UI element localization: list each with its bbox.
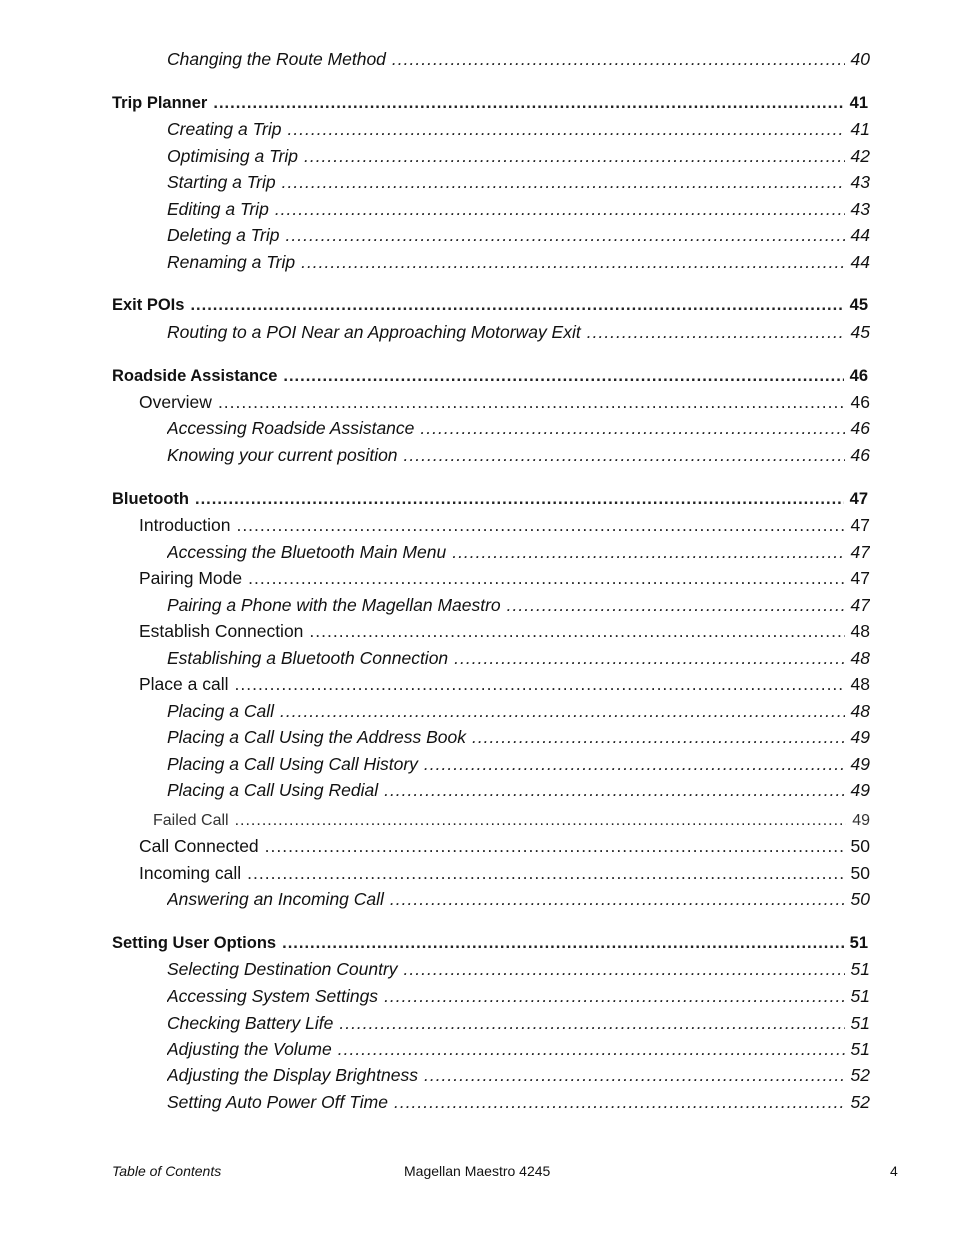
toc-entry-label: Adjusting the Volume: [167, 1039, 332, 1059]
toc-section-trip-planner[interactable]: [112, 94, 870, 113]
toc-entry-label: Failed Call: [153, 812, 229, 829]
toc-entry-label: Starting a Trip: [167, 172, 276, 192]
dot-leader: [247, 863, 844, 884]
toc-subsection-label: Call Connected: [139, 836, 259, 856]
toc-entry[interactable]: [167, 889, 870, 910]
toc-entry-label: Accessing the Bluetooth Main Menu: [167, 542, 447, 562]
toc-section-bluetooth[interactable]: [112, 490, 870, 509]
toc-entry-page: 40: [850, 49, 870, 69]
toc-entry-label: Placing a Call Using Call History: [167, 754, 418, 774]
toc-entry-label: Knowing your current position: [167, 445, 398, 465]
toc-subsection-page: 48: [850, 621, 870, 641]
dot-leader: [394, 1092, 845, 1113]
toc-entry-label: Establishing a Bluetooth Connection: [167, 648, 449, 668]
toc-entry[interactable]: [167, 49, 870, 70]
dot-leader: [587, 322, 845, 343]
toc-section-label: Roadside Assistance: [112, 367, 278, 385]
toc-entry-page: 45: [850, 322, 870, 342]
dot-leader: [404, 445, 845, 466]
toc-entry[interactable]: [167, 754, 870, 775]
dot-leader: [301, 252, 844, 273]
dot-leader: [420, 418, 844, 439]
toc-entry-page: 47: [850, 542, 870, 562]
dot-leader: [338, 1039, 845, 1060]
toc-section-setting-user-options[interactable]: [112, 934, 870, 953]
toc-entry[interactable]: [167, 252, 870, 273]
toc-section-page: 51: [849, 934, 868, 952]
toc-entry[interactable]: [167, 648, 870, 669]
toc-section-label: Exit POIs: [112, 296, 185, 314]
toc-subsection-page: 47: [850, 568, 870, 588]
toc-entry[interactable]: [167, 542, 870, 563]
toc-entry[interactable]: [167, 986, 870, 1007]
toc-entry[interactable]: [167, 445, 870, 466]
toc-entry-page: 49: [850, 754, 870, 774]
toc-section-exit-pois[interactable]: [112, 296, 870, 315]
toc-subsection-label: Overview: [139, 392, 212, 412]
toc-entry-label: Deleting a Trip: [167, 225, 280, 245]
dot-leader: [472, 727, 845, 748]
toc-entry-page: 48: [850, 648, 870, 668]
toc-entry[interactable]: [167, 1013, 870, 1034]
toc-subsection-page: 50: [850, 863, 870, 883]
toc-subsection[interactable]: [139, 515, 870, 536]
toc-entry-page: 46: [850, 445, 870, 465]
dot-leader: [424, 754, 845, 775]
toc-entry[interactable]: [167, 1039, 870, 1060]
toc-entry-label: Placing a Call: [167, 701, 274, 721]
toc-subsection-label: Pairing Mode: [139, 568, 243, 588]
footer-page-number: 4: [890, 1163, 898, 1179]
dot-leader: [280, 701, 845, 722]
dot-leader: [424, 1065, 845, 1086]
toc-entry[interactable]: [167, 146, 870, 167]
toc-section-page: 41: [849, 94, 868, 112]
toc-subsection-page: 47: [850, 515, 870, 535]
toc-section-label: Bluetooth: [112, 490, 189, 508]
dot-leader: [218, 392, 845, 413]
toc-subsection-page: 48: [850, 674, 870, 694]
toc-subsection[interactable]: [139, 863, 870, 884]
dot-leader: [507, 595, 845, 616]
dot-leader: [236, 515, 844, 536]
toc-subsection-label: Incoming call: [139, 863, 242, 883]
toc-subsection[interactable]: [139, 568, 870, 589]
toc-subsection[interactable]: [139, 392, 870, 413]
dot-leader: [390, 889, 845, 910]
toc-entry[interactable]: [167, 1092, 870, 1113]
toc-entry-page: 49: [850, 727, 870, 747]
dot-leader: [195, 490, 844, 509]
toc-entry-page: 51: [850, 986, 870, 1006]
toc-entry-page: 43: [850, 172, 870, 192]
dot-leader: [286, 225, 845, 246]
toc-entry[interactable]: [167, 199, 870, 220]
toc-entry[interactable]: [167, 418, 870, 439]
dot-leader: [283, 367, 843, 386]
dot-leader: [275, 199, 845, 220]
toc-entry[interactable]: [167, 119, 870, 140]
dot-leader: [309, 621, 844, 642]
toc-entry[interactable]: [167, 322, 870, 343]
toc-entry-page: 46: [850, 418, 870, 438]
toc-entry-page: 44: [850, 252, 870, 272]
toc-section-roadside-assistance[interactable]: [112, 367, 870, 386]
toc-section-label: Trip Planner: [112, 94, 208, 112]
toc-section-page: 45: [849, 296, 868, 314]
toc-entry[interactable]: [167, 701, 870, 722]
dot-leader: [287, 119, 844, 140]
toc-entry-page: 42: [850, 146, 870, 166]
dot-leader: [404, 959, 845, 980]
toc-entry-label: Checking Battery Life: [167, 1013, 334, 1033]
dot-leader: [392, 49, 845, 70]
footer-section-title: Table of Contents: [112, 1163, 222, 1179]
dot-leader: [190, 296, 843, 315]
toc-entry-page: 43: [850, 199, 870, 219]
toc-entry[interactable]: [167, 225, 870, 246]
toc-entry-label: Renaming a Trip: [167, 252, 296, 272]
toc-entry-page: 47: [850, 595, 870, 615]
toc-entry[interactable]: [167, 727, 870, 748]
toc-entry-label: Pairing a Phone with the Magellan Maestro: [167, 595, 501, 615]
dot-leader: [282, 172, 845, 193]
toc-entry[interactable]: [167, 595, 870, 616]
toc-entry-label: Setting Auto Power Off Time: [167, 1092, 388, 1112]
toc-entry[interactable]: [167, 780, 870, 801]
toc-entry-page: 51: [850, 1013, 870, 1033]
dot-leader: [384, 986, 844, 1007]
toc-entry-label: Placing a Call Using Redial: [167, 780, 379, 800]
toc-entry-label: Changing the Route Method: [167, 49, 386, 69]
toc-entry[interactable]: [167, 959, 870, 980]
toc-entry-page: 51: [850, 959, 870, 979]
toc-entry-label: Adjusting the Display Brightness: [167, 1065, 418, 1085]
dot-leader: [454, 648, 844, 669]
toc-subsection[interactable]: [139, 621, 870, 642]
toc-subsection[interactable]: [139, 836, 870, 857]
toc-entry[interactable]: [153, 812, 870, 830]
toc-subsection[interactable]: [139, 674, 870, 695]
toc-entry-label: Selecting Destination Country: [167, 959, 398, 979]
toc-subsection-label: Introduction: [139, 515, 231, 535]
toc-entry-label: Placing a Call Using the Address Book: [167, 727, 466, 747]
footer-product-name: Magellan Maestro 4245: [404, 1163, 551, 1179]
dot-leader: [339, 1013, 844, 1034]
toc-entry-page: 48: [850, 701, 870, 721]
toc-entry-page: 51: [850, 1039, 870, 1059]
toc-entry-label: Accessing Roadside Assistance: [167, 418, 415, 438]
dot-leader: [384, 780, 844, 801]
toc-section-page: 46: [849, 367, 868, 385]
toc-entry-label: Optimising a Trip: [167, 146, 298, 166]
toc-entry-label: Routing to a POI Near an Approaching Motorway Exit: [167, 322, 581, 342]
dot-leader: [304, 146, 845, 167]
toc-entry[interactable]: [167, 172, 870, 193]
toc-section-page: 47: [849, 490, 868, 508]
toc-entry[interactable]: [167, 1065, 870, 1086]
toc-entry-page: 52: [850, 1065, 870, 1085]
toc-subsection-page: 50: [850, 836, 870, 856]
toc-entry-page: 41: [850, 119, 870, 139]
toc-entry-label: Editing a Trip: [167, 199, 269, 219]
toc-entry-label: Accessing System Settings: [167, 986, 379, 1006]
toc-entry-page: 52: [850, 1092, 870, 1112]
dot-leader: [265, 836, 845, 857]
toc-entry-label: Answering an Incoming Call: [167, 889, 384, 909]
toc-entry-page: 49: [850, 780, 870, 800]
toc-entry-page: 49: [852, 812, 870, 829]
toc-entry-label: Creating a Trip: [167, 119, 282, 139]
toc-subsection-page: 46: [850, 392, 870, 412]
dot-leader: [235, 812, 847, 830]
toc-entry-page: 50: [850, 889, 870, 909]
toc-subsection-label: Establish Connection: [139, 621, 304, 641]
toc-entry-page: 44: [850, 225, 870, 245]
toc-section-label: Setting User Options: [112, 934, 277, 952]
dot-leader: [282, 934, 844, 953]
dot-leader: [235, 674, 845, 695]
dot-leader: [452, 542, 844, 563]
dot-leader: [213, 94, 843, 113]
toc-subsection-label: Place a call: [139, 674, 229, 694]
dot-leader: [248, 568, 844, 589]
